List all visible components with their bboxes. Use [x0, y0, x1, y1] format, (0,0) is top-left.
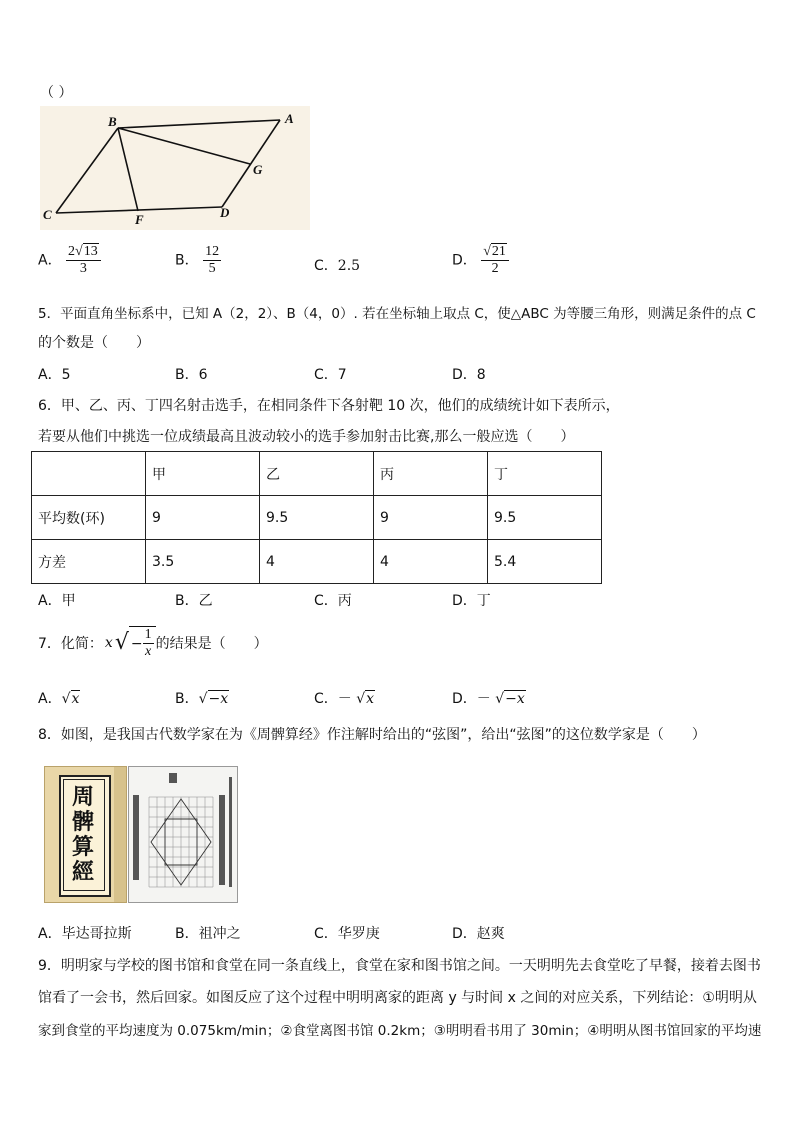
- table-cell: 4: [374, 540, 488, 584]
- label-F: F: [135, 212, 144, 227]
- q8-option-d[interactable]: D．赵爽: [452, 926, 505, 942]
- table-cell: 9: [146, 496, 260, 540]
- table-cell: 方差: [32, 540, 146, 584]
- q8-option-c[interactable]: C．华罗庚: [314, 926, 380, 942]
- label-C: C: [43, 207, 52, 222]
- q9-stem-line2: 馆看了一会书，然后回家。如图反应了这个过程中明明离家的距离 y 与时间 x 之间的对应关系，下列结论：①明明从: [38, 990, 757, 1006]
- xian-tu-diagram-image: [128, 766, 238, 903]
- q7-option-a[interactable]: A．√x: [38, 691, 80, 707]
- q5-option-b[interactable]: B．6: [175, 367, 208, 383]
- q6-option-c[interactable]: C．丙: [314, 593, 352, 609]
- q4-option-b[interactable]: B． $\frac{12}{5}$: [175, 244, 220, 276]
- q7-option-c[interactable]: C．－ √x: [314, 691, 375, 707]
- parallelogram-figure: [40, 106, 310, 230]
- table-header-row: [32, 452, 602, 496]
- table-cell: 丙: [374, 452, 488, 496]
- q7-option-b[interactable]: B．√−x: [175, 691, 229, 707]
- q5-option-a[interactable]: A．5: [38, 367, 71, 383]
- table-cell: 乙: [260, 452, 374, 496]
- q5-stem-line2: 的个数是（ ）: [38, 335, 150, 351]
- q8-stem: 8．如图，是我国古代数学家在为《周髀算经》作注解时给出的“弦图”，给出“弦图”的这位数学家是（ ）: [38, 727, 706, 743]
- zhoubi-suanjing-cover-image: 周 髀 算 經: [44, 766, 127, 903]
- q5-option-c[interactable]: C．7: [314, 367, 347, 383]
- q9-stem-line1: 9．明明家与学校的图书馆和食堂在同一条直线上，食堂在家和图书馆之间。一天明明先去食堂吃了早餐，接着去图书: [38, 958, 761, 974]
- score-table: [31, 451, 602, 584]
- q6-option-b[interactable]: B．乙: [175, 593, 213, 609]
- table-cell: 9.5: [488, 496, 602, 540]
- q6-option-d[interactable]: D．丁: [452, 593, 491, 609]
- label-G: G: [253, 162, 263, 177]
- q4-option-c[interactable]: C．2.5: [314, 258, 361, 274]
- q5-option-d[interactable]: D．8: [452, 367, 486, 383]
- table-cell: 平均数(环): [32, 496, 146, 540]
- q7-stem: 7．化简： x √ − $\frac{1}{x}$ 的结果是（ ）: [38, 627, 268, 659]
- q7-option-d[interactable]: D．－ √−x: [452, 691, 525, 707]
- table-cell: [32, 452, 146, 496]
- q4-option-d[interactable]: D． $\frac{√21}{2}$: [452, 244, 509, 277]
- q9-stem-line3: 家到食堂的平均速度为 0.075km/min；②食堂离图书馆 0.2km；③明明看书用了 30min；④明明从图书馆回家的平均速: [38, 1023, 762, 1039]
- table-cell: 甲: [146, 452, 260, 496]
- table-cell: 丁: [488, 452, 602, 496]
- table-cell: 5.4: [488, 540, 602, 584]
- table-row: [32, 496, 602, 540]
- q6-stem-line1: 6．甲、乙、丙、丁四名射击选手，在相同条件下各射靶 10 次，他们的成绩统计如下表所示，: [38, 398, 620, 414]
- table-row: [32, 540, 602, 584]
- q5-stem-line1: 5．平面直角坐标系中，已知 A（2，2）、B（4，0）. 若在坐标轴上取点 C，使△ABC 为等腰三角形，则满足条件的点 C: [38, 306, 756, 322]
- q4-option-a[interactable]: A． $\frac{2√13}{3}$: [38, 244, 101, 277]
- table-cell: 9: [374, 496, 488, 540]
- q8-option-b[interactable]: B．祖冲之: [175, 926, 241, 942]
- table-cell: 4: [260, 540, 374, 584]
- label-B: B: [108, 114, 117, 129]
- label-A: A: [285, 111, 294, 126]
- label-D: D: [220, 205, 230, 220]
- q6-stem-line2: 若要从他们中挑选一位成绩最高且波动较小的选手参加射击比赛,那么一般应选（ ）: [38, 429, 575, 445]
- q8-option-a[interactable]: A．毕达哥拉斯: [38, 926, 132, 942]
- table-cell: 9.5: [260, 496, 374, 540]
- question-answer-paren: （ ）: [40, 85, 73, 101]
- table-cell: 3.5: [146, 540, 260, 584]
- q6-option-a[interactable]: A．甲: [38, 593, 76, 609]
